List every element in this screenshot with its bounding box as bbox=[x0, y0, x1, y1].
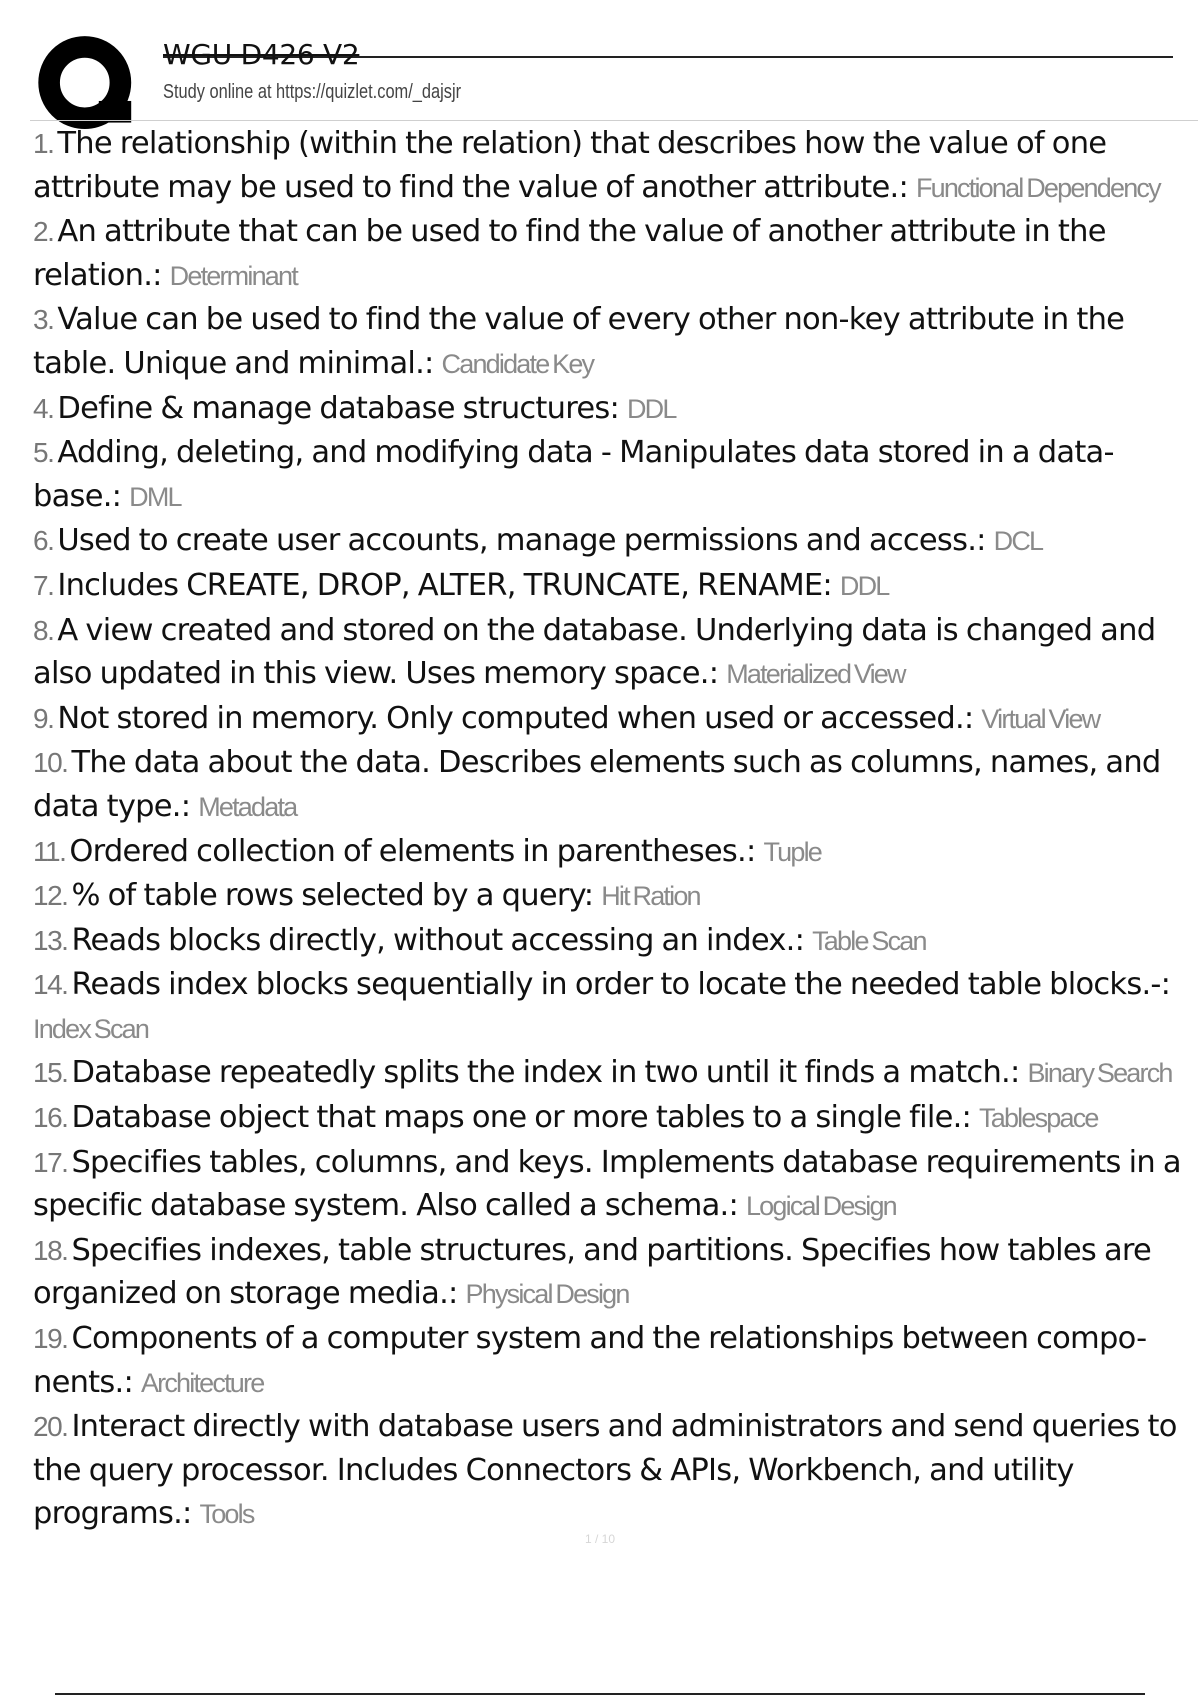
item-number: 18. bbox=[33, 1234, 68, 1266]
document-subtitle: Study online at https://quizlet.com/_dajsjr bbox=[163, 81, 462, 103]
flashcard-item bbox=[33, 741, 1198, 829]
flashcard-item bbox=[33, 1405, 1198, 1537]
item-number: 16. bbox=[33, 1102, 68, 1134]
flashcard-item bbox=[33, 874, 1198, 919]
item-answer: DML bbox=[129, 481, 181, 512]
item-answer: Logical Design bbox=[745, 1191, 896, 1222]
item-number: 4. bbox=[33, 392, 54, 424]
item-question: % of table rows selected by a query: bbox=[71, 878, 594, 914]
item-answer: Index Scan bbox=[33, 1013, 149, 1044]
item-question: Reads blocks directly, without accessing an index.: bbox=[71, 922, 805, 958]
item-question: The relationship (within the relation) that describes how the value of one attribute may be used to find the value of another attribute.: bbox=[33, 126, 1107, 205]
flashcard-item bbox=[33, 431, 1198, 519]
flashcard-list bbox=[33, 122, 1198, 1537]
item-number: 10. bbox=[33, 747, 68, 779]
item-number: 19. bbox=[33, 1323, 68, 1355]
footer-divider bbox=[55, 1693, 1145, 1695]
item-number: 20. bbox=[33, 1411, 68, 1443]
flashcard-item bbox=[33, 1317, 1198, 1405]
flashcard-item bbox=[33, 519, 1198, 564]
flashcard-item bbox=[33, 564, 1198, 609]
flashcard-item bbox=[33, 122, 1198, 210]
item-answer: DCL bbox=[993, 526, 1043, 557]
item-question: Includes CREATE, DROP, ALTER, TRUNCATE, RENAME: bbox=[57, 567, 832, 603]
item-question: Adding, deleting, and modifying data - Manipulates data stored in a data-base.: bbox=[33, 435, 1114, 514]
flashcard-item bbox=[33, 609, 1198, 697]
flashcard-item bbox=[33, 1141, 1198, 1229]
item-answer: Candidate Key bbox=[441, 348, 594, 379]
document-header bbox=[30, 28, 1160, 123]
flashcard-item bbox=[33, 830, 1198, 875]
header-divider bbox=[30, 120, 1198, 121]
item-question: Specifies tables, columns, and keys. Implements database requirements in a specific database system. Also called a schema.: bbox=[33, 1144, 1181, 1224]
item-question: Not stored in memory. Only computed when used or accessed.: bbox=[57, 700, 974, 736]
item-number: 5. bbox=[33, 437, 54, 469]
item-number: 1. bbox=[33, 128, 54, 159]
item-question: Used to create user accounts, manage permissions and access.: bbox=[57, 523, 986, 559]
item-answer: DDL bbox=[839, 570, 889, 601]
flashcard-item bbox=[33, 919, 1198, 964]
item-number: 2. bbox=[33, 216, 54, 248]
item-question: Database object that maps one or more tables to a single file.: bbox=[71, 1100, 972, 1136]
item-answer: Architecture bbox=[140, 1367, 264, 1398]
item-answer: Determinant bbox=[169, 260, 297, 291]
item-question: Ordered collection of elements in parentheses.: bbox=[69, 833, 756, 869]
item-number: 6. bbox=[33, 525, 54, 557]
item-answer: Binary Search bbox=[1027, 1058, 1172, 1089]
item-number: 14. bbox=[33, 969, 68, 1001]
item-number: 12. bbox=[33, 880, 68, 912]
item-answer: Table Scan bbox=[812, 925, 926, 956]
item-number: 7. bbox=[33, 569, 54, 601]
item-answer: Hit Ration bbox=[601, 881, 700, 912]
item-answer: Metadata bbox=[198, 791, 297, 822]
item-number: 11. bbox=[33, 835, 66, 867]
item-question: The data about the data. Describes elements such as columns, names, and data type.: bbox=[33, 745, 1161, 824]
item-question: Specifies indexes, table structures, and partitions. Specifies how tables are organized on storage media.: bbox=[33, 1232, 1152, 1312]
item-answer: Virtual View bbox=[981, 703, 1100, 734]
flashcard-item bbox=[33, 298, 1198, 386]
page-number: 1 / 10 bbox=[584, 1532, 616, 1546]
item-question: An attribute that can be used to find the value of another attribute in the relation.: bbox=[33, 214, 1106, 293]
item-question: Define & manage database structures: bbox=[57, 390, 620, 426]
flashcard-item bbox=[33, 210, 1198, 298]
item-answer: DDL bbox=[626, 393, 676, 424]
item-answer: Tablespace bbox=[979, 1103, 1098, 1134]
flashcard-item bbox=[33, 697, 1198, 742]
item-answer: Functional Dependency bbox=[915, 172, 1160, 203]
item-question: A view created and stored on the database. Underlying data is changed and also updated in this view. Uses memory space.: bbox=[33, 612, 1156, 692]
item-answer: Physical Design bbox=[465, 1279, 629, 1310]
item-question: Interact directly with database users and administrators and send queries to the query processor. Includes Connectors & APIs, Workbench, and utility programs.: bbox=[33, 1409, 1177, 1532]
item-question: Reads index blocks sequentially in order to locate the needed table blocks.-: bbox=[71, 967, 1171, 1003]
item-answer: Materialized View bbox=[726, 659, 905, 690]
flashcard-item bbox=[33, 1229, 1198, 1317]
item-number: 17. bbox=[33, 1146, 68, 1178]
item-number: 9. bbox=[33, 702, 54, 734]
item-number: 3. bbox=[33, 304, 54, 336]
item-question: Value can be used to find the value of every other non-key attribute in the table. Unique and minimal.: bbox=[33, 302, 1125, 381]
item-number: 8. bbox=[33, 614, 54, 646]
item-question: Database repeatedly splits the index in two until it finds a match.: bbox=[71, 1055, 1020, 1091]
item-answer: Tools bbox=[199, 1499, 254, 1530]
flashcard-item bbox=[33, 1051, 1198, 1096]
document-title: WGU D426 V2 bbox=[163, 38, 360, 71]
item-number: 15. bbox=[33, 1057, 68, 1089]
item-question: Components of a computer system and the relationships between compo-nents.: bbox=[33, 1321, 1147, 1400]
item-answer: Tuple bbox=[763, 836, 821, 867]
flashcard-item bbox=[33, 387, 1198, 432]
flashcard-item bbox=[33, 1096, 1198, 1141]
flashcard-item bbox=[33, 963, 1198, 1051]
item-number: 13. bbox=[33, 924, 68, 956]
